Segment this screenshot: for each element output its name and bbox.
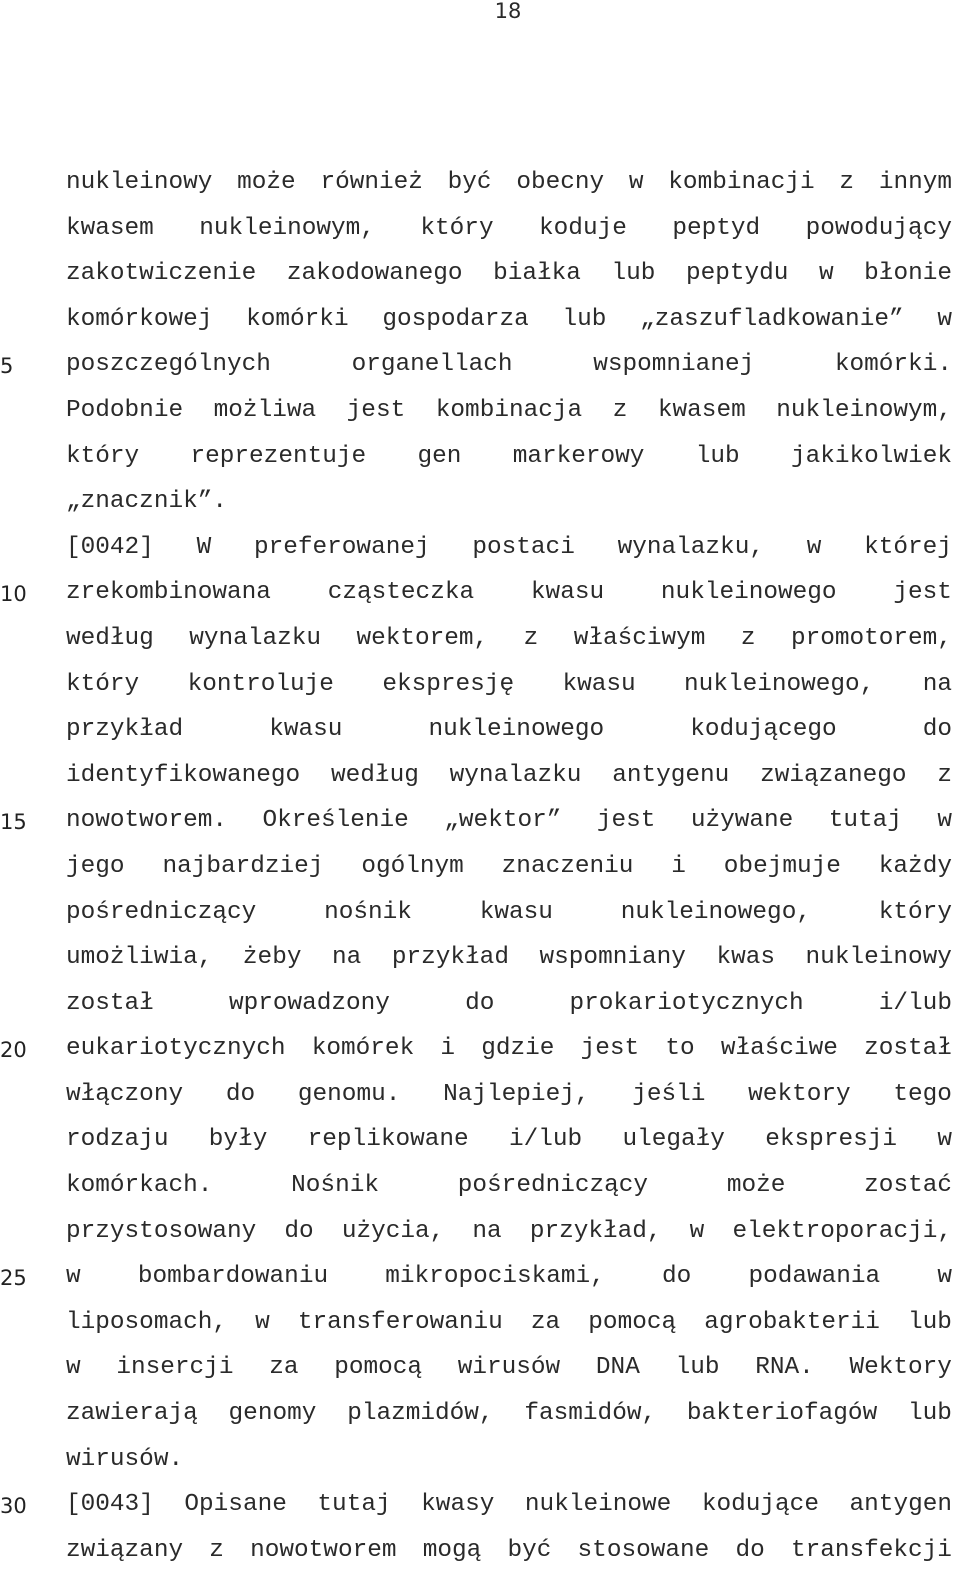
word: i bbox=[440, 1035, 456, 1063]
word: nowotworem. bbox=[66, 807, 228, 835]
word: właściwym bbox=[573, 624, 706, 652]
word: który bbox=[66, 442, 140, 470]
page-number: 18 bbox=[494, 0, 522, 23]
word: W bbox=[196, 533, 212, 561]
word: może bbox=[726, 1172, 786, 1200]
word: „wektor” bbox=[444, 807, 562, 835]
word: przykład, bbox=[529, 1217, 662, 1245]
text-line bbox=[66, 213, 952, 259]
text-line bbox=[66, 577, 952, 623]
word: kwasu bbox=[530, 579, 605, 607]
word: bombardowaniu bbox=[137, 1263, 329, 1291]
word: transfekcji bbox=[790, 1536, 952, 1564]
word: fasmidów, bbox=[524, 1400, 657, 1428]
word: nukleinowe bbox=[524, 1491, 672, 1519]
word: na bbox=[332, 944, 362, 972]
margin-line-number: 30 bbox=[0, 1494, 27, 1518]
word: zrekombinowana bbox=[66, 579, 271, 607]
word: wynalazku bbox=[449, 761, 582, 789]
word: genomu. bbox=[297, 1080, 401, 1108]
body-text bbox=[66, 167, 952, 1580]
word: włączony bbox=[66, 1080, 184, 1108]
word: Określenie bbox=[262, 807, 409, 835]
text-line bbox=[66, 1261, 952, 1307]
word: nukleinowego, bbox=[684, 670, 875, 698]
word: wirusów bbox=[457, 1354, 561, 1382]
word: jakikolwiek bbox=[790, 442, 952, 470]
word: lub bbox=[908, 1308, 952, 1336]
text-line bbox=[66, 349, 952, 395]
word: mogą bbox=[422, 1536, 482, 1564]
word: z bbox=[740, 624, 756, 652]
word: zakotwiczenie bbox=[66, 260, 257, 288]
word: do bbox=[284, 1217, 314, 1245]
word: antygenu bbox=[612, 761, 730, 789]
word: „zaszufladkowanie” bbox=[640, 305, 904, 333]
word: DNA bbox=[595, 1354, 640, 1382]
word: związanego bbox=[760, 761, 907, 789]
word: gen bbox=[417, 442, 462, 470]
word: peptydu bbox=[685, 260, 789, 288]
text-line bbox=[66, 805, 952, 851]
word: w bbox=[628, 169, 644, 196]
word: nukleinowy bbox=[805, 944, 952, 972]
word: z bbox=[612, 396, 628, 424]
word: mikropociskami, bbox=[385, 1263, 605, 1291]
word: gdzie bbox=[481, 1035, 555, 1063]
word: w bbox=[806, 533, 822, 561]
word: w bbox=[937, 1126, 952, 1154]
word: Wektory bbox=[849, 1354, 952, 1382]
text-line bbox=[66, 669, 952, 715]
word: komórkowej bbox=[66, 305, 213, 333]
text-line bbox=[66, 1124, 952, 1170]
margin-line-number: 10 bbox=[0, 582, 27, 606]
word: i/lub bbox=[878, 989, 952, 1017]
word: jest bbox=[580, 1035, 640, 1063]
word: to bbox=[665, 1035, 695, 1063]
word: umożliwia, bbox=[66, 944, 213, 972]
word: Podobnie bbox=[66, 396, 184, 424]
word: „znacznik”. bbox=[66, 488, 228, 516]
text-line bbox=[66, 532, 952, 578]
text-line bbox=[66, 714, 952, 760]
word: markerowy bbox=[512, 442, 645, 470]
word: za bbox=[269, 1354, 299, 1382]
word: liposomach, bbox=[66, 1308, 228, 1336]
word: do bbox=[735, 1536, 765, 1564]
word: Nośnik bbox=[291, 1172, 379, 1200]
word: na bbox=[472, 1217, 502, 1245]
margin-line-number: 15 bbox=[0, 810, 27, 834]
word: żeby bbox=[242, 944, 302, 972]
word: rodzaju bbox=[66, 1126, 169, 1154]
word: transferowaniu bbox=[297, 1308, 503, 1336]
word: za bbox=[530, 1308, 561, 1336]
word: wynalazku, bbox=[617, 533, 764, 561]
word: z bbox=[209, 1536, 224, 1564]
text-line bbox=[66, 1489, 952, 1535]
word: związany bbox=[66, 1536, 184, 1564]
word: i bbox=[671, 852, 686, 880]
word: kombinacji bbox=[668, 169, 815, 196]
word: nukleinowy bbox=[66, 169, 213, 196]
word: do bbox=[225, 1080, 256, 1108]
word: być bbox=[507, 1536, 552, 1564]
word: białka bbox=[493, 260, 581, 288]
text-line bbox=[66, 942, 952, 988]
word: nośnik bbox=[324, 898, 412, 926]
text-line bbox=[66, 851, 952, 897]
word: agrobakterii bbox=[704, 1308, 880, 1336]
text-line bbox=[66, 258, 952, 304]
word: został bbox=[66, 989, 154, 1017]
word: preferowanej bbox=[253, 533, 430, 561]
word: w bbox=[937, 807, 952, 835]
word: kontroluje bbox=[187, 670, 334, 698]
word: [0042] bbox=[66, 533, 154, 561]
word: w bbox=[937, 305, 952, 333]
word: lub bbox=[908, 1400, 952, 1428]
margin-line-number: 5 bbox=[0, 354, 14, 378]
word: genomy bbox=[228, 1400, 317, 1428]
word: do bbox=[662, 1263, 692, 1291]
word: do bbox=[922, 716, 952, 744]
word: reprezentuje bbox=[190, 442, 367, 470]
word: Opisane bbox=[184, 1491, 287, 1519]
word: tutaj bbox=[317, 1491, 391, 1519]
word: nukleinowego, bbox=[620, 898, 811, 926]
word: cząsteczka bbox=[327, 579, 475, 607]
word: przykład bbox=[66, 716, 184, 744]
word: który bbox=[420, 214, 494, 242]
text-line bbox=[66, 1216, 952, 1262]
word: komórek bbox=[311, 1035, 415, 1063]
text-line bbox=[66, 441, 952, 487]
word: i/lub bbox=[508, 1126, 583, 1154]
word: Najlepiej, bbox=[443, 1080, 590, 1108]
text-line bbox=[66, 1535, 952, 1580]
text-line bbox=[66, 1444, 952, 1490]
word: znaczeniu bbox=[501, 852, 634, 880]
word: każdy bbox=[878, 852, 952, 880]
word: wspomniany bbox=[539, 944, 686, 972]
word: jeśli bbox=[632, 1080, 706, 1108]
word: lub bbox=[675, 1354, 720, 1382]
word: być bbox=[447, 169, 492, 196]
word: nowotworem bbox=[250, 1536, 397, 1564]
word: kwasu bbox=[269, 716, 343, 744]
word: z bbox=[937, 761, 952, 789]
word: według bbox=[66, 624, 154, 652]
word: który bbox=[878, 898, 952, 926]
word: kwasu bbox=[562, 670, 636, 698]
text-line bbox=[66, 1352, 952, 1398]
word: jest bbox=[893, 579, 952, 607]
word: replikowane bbox=[307, 1126, 469, 1154]
word: kwasy bbox=[421, 1491, 495, 1519]
word: wirusów. bbox=[66, 1445, 184, 1473]
word: kodującego bbox=[690, 716, 837, 744]
word: błonie bbox=[864, 260, 952, 288]
word: nukleinowym, bbox=[776, 396, 952, 424]
word: który bbox=[66, 670, 140, 698]
word: podawania bbox=[748, 1263, 881, 1291]
word: wektorem, bbox=[356, 624, 489, 652]
word: prokariotycznych bbox=[569, 989, 804, 1017]
text-line bbox=[66, 1033, 952, 1079]
word: zostać bbox=[864, 1172, 952, 1200]
word: możliwa bbox=[213, 396, 317, 424]
text-line bbox=[66, 623, 952, 669]
word: właściwe bbox=[720, 1035, 838, 1063]
word: pomocą bbox=[588, 1308, 677, 1336]
word: elektroporacji, bbox=[732, 1217, 952, 1245]
word: komórkach. bbox=[66, 1172, 213, 1200]
word: według bbox=[331, 761, 419, 789]
word: z bbox=[523, 624, 539, 652]
text-line bbox=[66, 988, 952, 1034]
word: plazmidów, bbox=[347, 1400, 494, 1428]
word: kwasu bbox=[479, 898, 553, 926]
word: obecny bbox=[516, 169, 605, 196]
word: kwasem bbox=[66, 214, 154, 242]
text-line bbox=[66, 167, 952, 213]
word: promotorem, bbox=[790, 624, 952, 652]
word: koduje bbox=[539, 214, 627, 242]
word: lub bbox=[695, 442, 740, 470]
word: antygen bbox=[849, 1491, 952, 1519]
text-line bbox=[66, 897, 952, 943]
text-line bbox=[66, 1170, 952, 1216]
word: innym bbox=[878, 169, 952, 196]
word: pośredniczący bbox=[66, 898, 257, 926]
word: przystosowany bbox=[66, 1217, 257, 1245]
word: używane bbox=[690, 807, 794, 835]
word: nukleinowego bbox=[428, 716, 605, 744]
word: kombinacja bbox=[435, 396, 583, 424]
word: przykład bbox=[391, 944, 509, 972]
word: również bbox=[320, 169, 423, 196]
word: wynalazku bbox=[189, 624, 321, 652]
text-line bbox=[66, 760, 952, 806]
word: stosowane bbox=[577, 1536, 710, 1564]
word: komórki. bbox=[834, 351, 952, 379]
word: ekspresji bbox=[765, 1126, 897, 1154]
word: identyfikowanego bbox=[66, 761, 301, 789]
word: kwas bbox=[716, 944, 775, 972]
word: może bbox=[237, 169, 296, 196]
word: zakodowanego bbox=[286, 260, 463, 288]
word: komórki bbox=[246, 305, 349, 333]
word: wprowadzony bbox=[228, 989, 390, 1017]
word: pomocą bbox=[334, 1354, 423, 1382]
word: [0043] bbox=[66, 1491, 154, 1519]
text-line bbox=[66, 486, 952, 532]
word: lub bbox=[562, 305, 607, 333]
word: obejmuje bbox=[723, 852, 841, 880]
word: w bbox=[937, 1263, 952, 1291]
word: insercji bbox=[116, 1354, 234, 1382]
word: w bbox=[66, 1263, 81, 1291]
word: postaci bbox=[472, 533, 575, 561]
word: której bbox=[864, 533, 952, 561]
word: jest bbox=[596, 807, 656, 835]
word: organellach bbox=[351, 351, 513, 379]
margin-line-number: 20 bbox=[0, 1038, 27, 1062]
word: poszczególnych bbox=[66, 351, 271, 379]
word: kwasem bbox=[657, 396, 746, 424]
word: z bbox=[839, 169, 855, 196]
word: w bbox=[689, 1217, 705, 1245]
word: najbardziej bbox=[162, 852, 324, 880]
word: pośredniczący bbox=[457, 1172, 649, 1200]
word: peptyd bbox=[672, 214, 761, 242]
margin-line-number: 25 bbox=[0, 1266, 27, 1290]
text-line bbox=[66, 1079, 952, 1125]
word: nukleinowym, bbox=[199, 214, 375, 242]
word: gospodarza bbox=[382, 305, 529, 333]
word: w bbox=[255, 1308, 270, 1336]
word: zawierają bbox=[66, 1400, 198, 1428]
word: wektory bbox=[748, 1080, 851, 1108]
word: były bbox=[208, 1126, 268, 1154]
word: został bbox=[864, 1035, 952, 1063]
word: tego bbox=[893, 1080, 952, 1108]
text-line bbox=[66, 395, 952, 441]
word: użycia, bbox=[341, 1217, 445, 1245]
word: na bbox=[922, 670, 952, 698]
word: w bbox=[66, 1354, 81, 1382]
word: wspomnianej bbox=[593, 351, 755, 379]
word: ekspresję bbox=[382, 670, 515, 698]
word: bakteriofagów bbox=[686, 1400, 878, 1428]
word: jego bbox=[66, 852, 125, 880]
word: tutaj bbox=[828, 807, 902, 835]
word: lub bbox=[611, 260, 656, 288]
word: jest bbox=[346, 396, 406, 424]
text-line bbox=[66, 1398, 952, 1444]
text-line bbox=[66, 304, 952, 350]
word: powodujący bbox=[805, 214, 952, 242]
word: kodujące bbox=[701, 1491, 819, 1519]
word: eukariotycznych bbox=[66, 1035, 286, 1063]
word: do bbox=[465, 989, 495, 1017]
text-line bbox=[66, 1307, 952, 1353]
word: RNA. bbox=[755, 1354, 814, 1382]
word: ulegały bbox=[622, 1126, 725, 1154]
word: ogólnym bbox=[361, 852, 464, 880]
word: nukleinowego bbox=[660, 579, 837, 607]
word: w bbox=[818, 260, 834, 288]
